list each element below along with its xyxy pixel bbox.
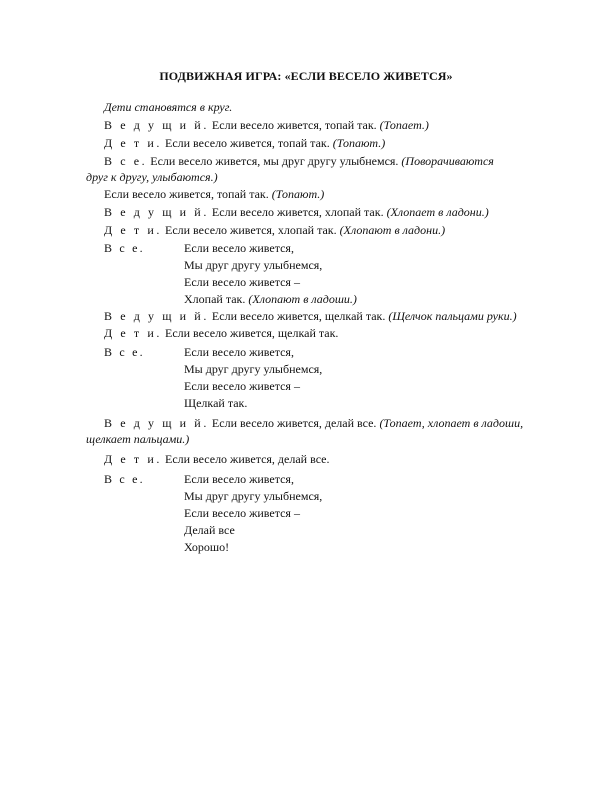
- line-text: Если весело живется, топай так.: [164, 136, 330, 150]
- line-stomp: [104, 186, 570, 202]
- stage-direction: (Топает.): [379, 118, 429, 132]
- stage-direction: (Поворачиваются: [401, 154, 494, 168]
- role-all: В с е.: [104, 472, 145, 486]
- line-all-smile: [104, 153, 570, 169]
- intro-line: Дети становятся в круг.: [104, 100, 233, 114]
- verse3-line-5: Хорошо!: [184, 540, 230, 554]
- role-leader: В е д у щ и й.: [104, 416, 209, 430]
- verse3-line-1: Если весело живется,: [184, 472, 294, 486]
- verse3-line-3: Если весело живется –: [184, 506, 300, 520]
- stage-direction: (Хлопает в ладони.): [386, 205, 489, 219]
- role-kids: Д е т и.: [104, 223, 162, 237]
- line-text: Если весело живется, щелкай так.: [164, 326, 339, 340]
- role-leader: В е д у щ и й.: [104, 309, 209, 323]
- stage-direction: (Хлопают в ладоши.): [248, 292, 357, 306]
- verse2-line-1: Если весело живется,: [184, 345, 294, 359]
- verse1-line-3: Если весело живется –: [184, 275, 300, 289]
- line-kids-snap: [104, 325, 570, 341]
- role-leader: В е д у щ и й.: [104, 118, 209, 132]
- role-all: В с е.: [104, 345, 145, 359]
- line-leader-clap: [104, 204, 570, 220]
- line-text: Если весело живется, мы друг другу улыбнемся.: [150, 154, 399, 168]
- verse1-line-4: [184, 291, 357, 307]
- verse2-line-3: Если весело живется –: [184, 379, 300, 393]
- line-kids-stomp: [104, 135, 570, 151]
- stage-direction: (Щелчок пальцами руки.): [388, 309, 517, 323]
- role-all: В с е.: [104, 154, 148, 168]
- stage-direction-cont: щелкает пальцами.): [86, 432, 190, 446]
- line-text: Если весело живется, топай так.: [211, 118, 377, 132]
- line-text: Если весело живется, топай так.: [104, 187, 269, 201]
- line-text: Если весело живется, хлопай так.: [164, 223, 337, 237]
- stage-direction: (Хлопают в ладони.): [339, 223, 446, 237]
- verse2-line-2: Мы друг другу улыбнемся,: [184, 362, 323, 376]
- line-text: Если весело живется, делай все.: [211, 416, 377, 430]
- role-kids: Д е т и.: [104, 326, 162, 340]
- line-leader-snap: [104, 308, 570, 324]
- verse2-line-4: Щелкай так.: [184, 396, 248, 410]
- verse3-line-2: Мы друг другу улыбнемся,: [184, 489, 323, 503]
- role-kids: Д е т и.: [104, 136, 162, 150]
- stage-direction: (Топает, хлопает в ладоши,: [379, 416, 524, 430]
- verse1-line-2: Мы друг другу улыбнемся,: [184, 258, 323, 272]
- verse3-line-4: Делай все: [184, 523, 235, 537]
- role-kids: Д е т и.: [104, 452, 162, 466]
- stage-direction: (Топают.): [271, 187, 325, 201]
- stage-direction: (Топают.): [332, 136, 386, 150]
- role-all: В с е.: [104, 241, 145, 255]
- line-text: Если весело живется, хлопай так.: [211, 205, 384, 219]
- line-text: Если весело живется, щелкай так.: [211, 309, 386, 323]
- line-kids-clap: [104, 222, 570, 238]
- line-leader-all: [104, 415, 570, 431]
- line-text: Если весело живется, делай все.: [164, 452, 330, 466]
- verse1-line-1: Если весело живется,: [184, 241, 294, 255]
- page-title: ПОДВИЖНАЯ ИГРА: «ЕСЛИ ВЕСЕЛО ЖИВЕТСЯ»: [159, 69, 453, 83]
- role-leader: В е д у щ и й.: [104, 205, 209, 219]
- line-leader-stomp: [104, 117, 570, 133]
- line-kids-all: [104, 451, 570, 467]
- line-text: Хлопай так.: [184, 292, 246, 306]
- stage-direction-cont: друг к другу, улыбаются.): [86, 170, 218, 184]
